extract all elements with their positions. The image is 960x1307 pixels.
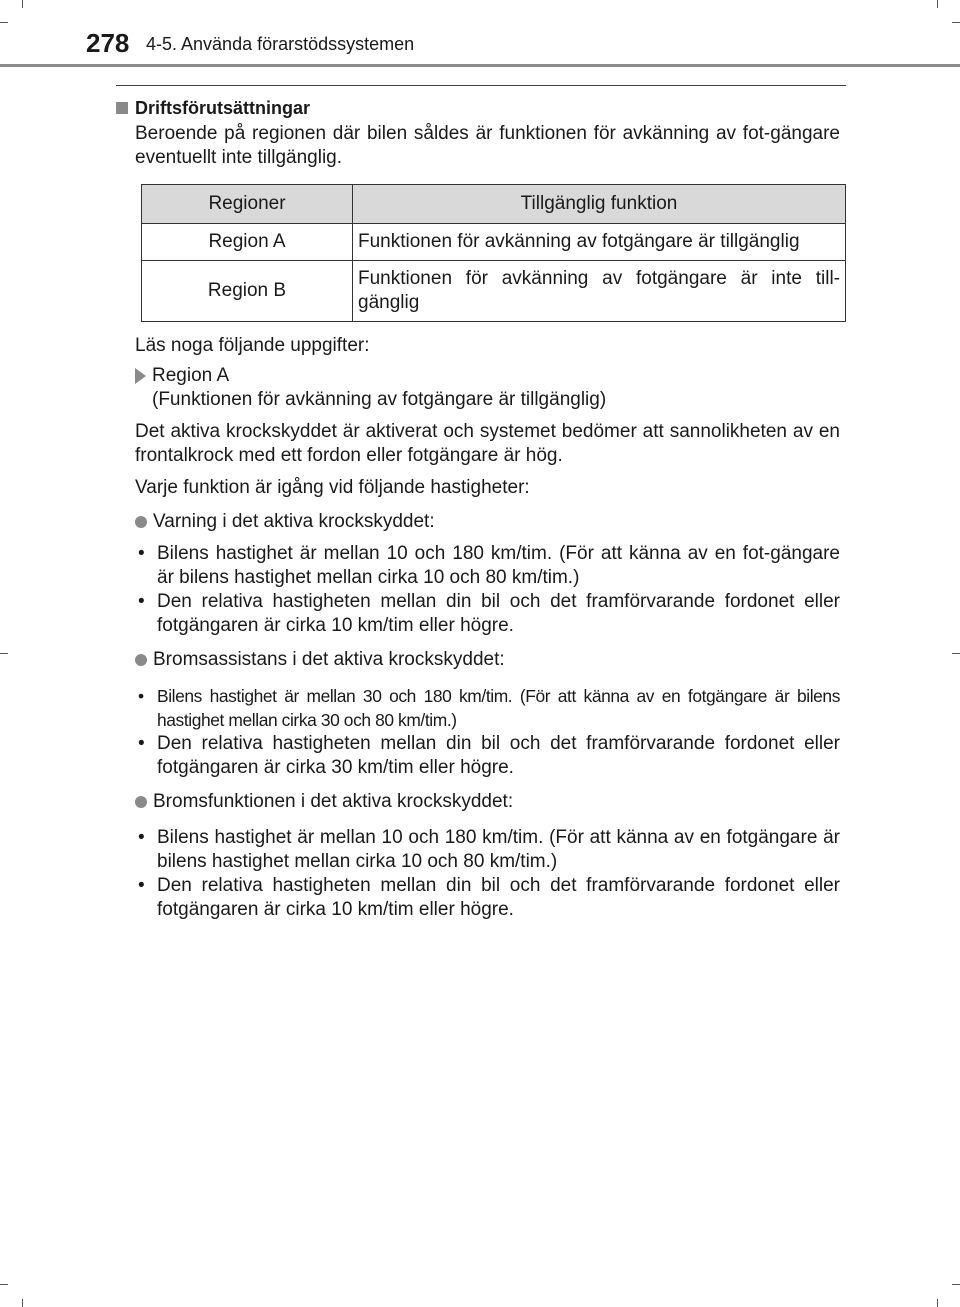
function-title: Bromsfunktionen i det aktiva krockskyddet: [153,791,514,812]
function-heading [135,790,840,814]
function-heading [135,648,840,672]
list-item: • Bilens hastighet är mellan 30 och 180 km/tim. (För att känna av en fotgängare är bilens hastighet mellan cirka 30 och 80 km/tim.) [138,684,840,732]
region-item-title: Region A [152,365,230,386]
list-item: • Den relativa hastigheten mellan din bil och det framförvarande fordonet eller fotgängaren är cirka 10 km/tim eller högre. [138,590,840,638]
square-bullet-icon [116,102,128,114]
list-item: • Den relativa hastigheten mellan din bil och det framförvarande fordonet eller fotgängaren är cirka 10 km/tim eller högre. [138,874,840,922]
table-cell-function: Funktionen för avkänning av fotgängare är inte till-gänglig [353,261,846,322]
function-heading [135,510,840,534]
crop-mark [952,22,960,23]
function-conditions [116,542,840,638]
crop-mark [952,1284,960,1285]
crop-mark [952,653,960,654]
region-item-subtitle: (Funktionen för avkänning av fotgängare är tillgänglig) [152,389,607,410]
section-divider [116,85,846,86]
header-rule [0,64,960,67]
function-title: Bromsassistans i det aktiva krockskyddet: [153,649,505,670]
regions-table [141,184,846,322]
crop-mark [0,653,8,654]
section-heading [116,96,840,120]
active-system-paragraph: Det aktiva krockskyddet är aktiverat och systemet bedömer att sannolikheten av en frontalkrock med ett fordon eller fotgängare är hög. [135,421,840,466]
chapter-title: 4-5. Använda förarstödssystemen [146,34,415,54]
crop-mark [937,0,938,8]
read-note: Läs noga följande uppgifter: [135,335,370,356]
crop-mark [0,1284,8,1285]
triangle-arrow-icon [135,368,146,384]
table-cell-region: Region B [142,261,353,322]
crop-mark [22,0,23,8]
list-item: • Bilens hastighet är mellan 10 och 180 km/tim. (För att känna av en fot-gängare är bilens hastighet mellan cirka 10 och 80 km/tim.) [138,542,840,590]
table-row [142,224,846,261]
crop-mark [937,1299,938,1307]
table-cell-region: Region A [142,224,353,261]
table-header-row [142,185,846,224]
speeds-intro: Varje funktion är igång vid följande hastigheter: [135,477,530,498]
page-content [116,96,840,922]
table-row [142,261,846,322]
circle-bullet-icon [135,516,147,528]
list-item: • Den relativa hastigheten mellan din bil och det framförvarande fordonet eller fotgängaren är cirka 30 km/tim eller högre. [138,732,840,780]
table-header-cell: Tillgänglig funktion [353,185,846,224]
function-conditions [116,826,840,922]
crop-mark [0,22,8,23]
crop-mark [22,1299,23,1307]
function-conditions [116,684,840,780]
circle-bullet-icon [135,654,147,666]
function-title: Varning i det aktiva krockskyddet: [153,511,435,532]
table-cell-function: Funktionen för avkänning av fotgängare är tillgänglig [353,224,846,261]
circle-bullet-icon [135,796,147,808]
section-heading-text: Driftsförutsättningar [135,98,310,118]
table-header-cell: Regioner [142,185,353,224]
region-a-item [135,364,840,412]
list-item: • Bilens hastighet är mellan 10 och 180 km/tim. (För att känna av en fotgängare är bilens hastighet mellan cirka 10 och 80 km/tim.) [138,826,840,874]
page-number: 278 [86,28,130,58]
section-intro: Beroende på regionen där bilen såldes är funktionen för avkänning av fot-gängare eventuellt inte tillgänglig. [135,123,840,168]
